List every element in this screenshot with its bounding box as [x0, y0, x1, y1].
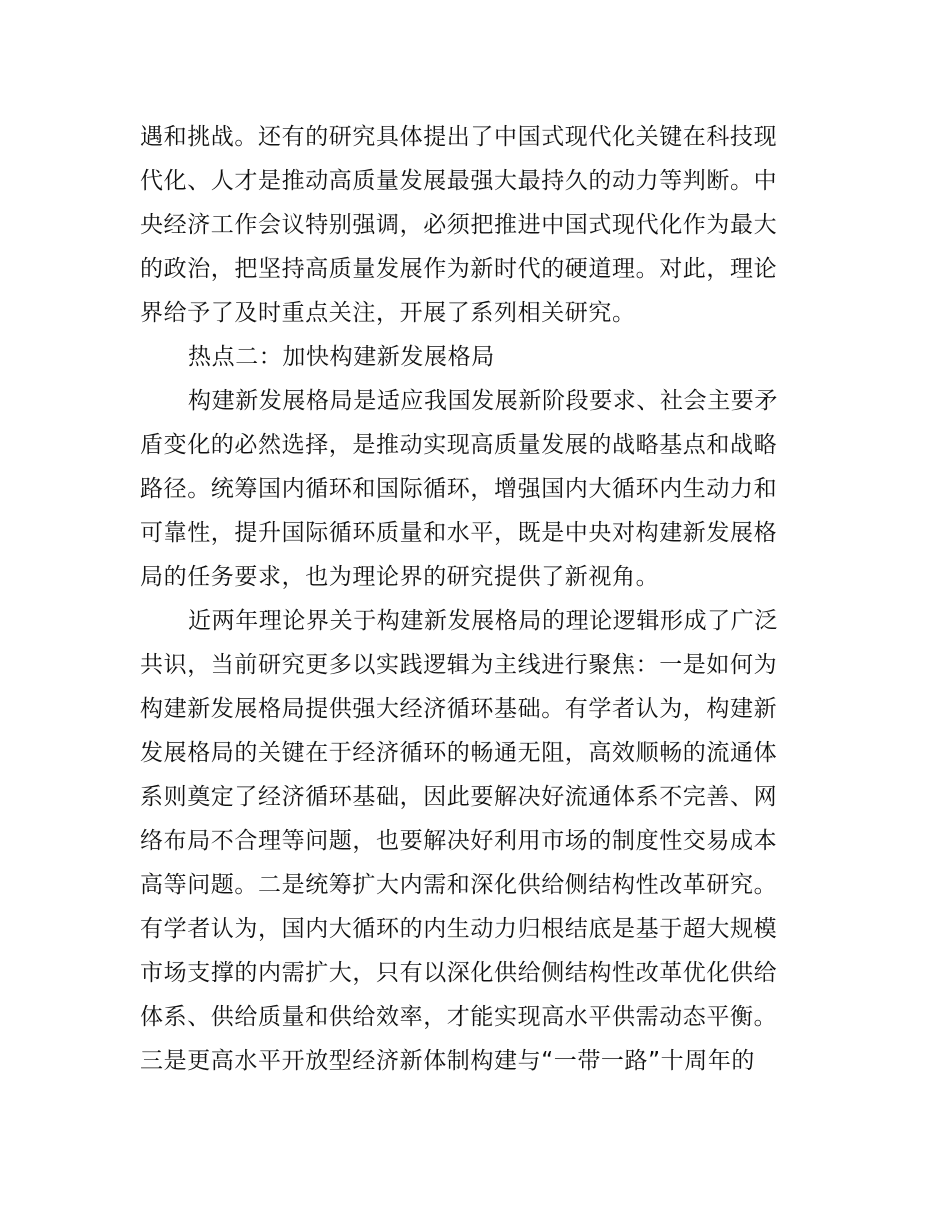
text-line: 有学者认为，国内大循环的内生动力归根结底是基于超大规模: [140, 916, 778, 942]
body-text: [140, 115, 815, 1083]
text-line: 局的任务要求，也为理论界的研究提供了新视角。: [140, 564, 660, 590]
text-line: 高等问题。二是统筹扩大内需和深化供给侧结构性改革研究。: [140, 872, 778, 898]
text-line: 三是更高水平开放型经济新体制构建与“一带一路”十周年的: [140, 1048, 756, 1074]
text-line: 盾变化的必然选择，是推动实现高质量发展的战略基点和战略: [140, 432, 778, 458]
text-line: 遇和挑战。还有的研究具体提出了中国式现代化关键在科技现: [140, 124, 778, 150]
paragraph-start-line: 近两年理论界关于构建新发展格局的理论逻辑形成了广泛: [188, 608, 778, 634]
text-line: 体系、供给质量和供给效率，才能实现高水平供需动态平衡。: [140, 1004, 778, 1030]
text-line: 共识，当前研究更多以实践逻辑为主线进行聚焦：一是如何为: [140, 652, 778, 678]
text-line: 代化、人才是推动高质量发展最强大最持久的动力等判断。中: [140, 168, 778, 194]
text-line: 路径。统筹国内循环和国际循环，增强国内大循环内生动力和: [140, 476, 778, 502]
text-line: 可靠性，提升国际循环质量和水平，既是中央对构建新发展格: [140, 520, 778, 546]
text-line: 的政治，把坚持高质量发展作为新时代的硬道理。对此，理论: [140, 256, 778, 282]
paragraph-start-line: 构建新发展格局是适应我国发展新阶段要求、社会主要矛: [188, 388, 778, 414]
text-line: 络布局不合理等问题，也要解决好利用市场的制度性交易成本: [140, 828, 778, 854]
text-line: 央经济工作会议特别强调，必须把推进中国式现代化作为最大: [140, 212, 778, 238]
text-line: 界给予了及时重点关注，开展了系列相关研究。: [140, 300, 636, 326]
text-line: 市场支撑的内需扩大，只有以深化供给侧结构性改革优化供给: [140, 960, 778, 986]
text-line: 构建新发展格局提供强大经济循环基础。有学者认为，构建新: [140, 696, 778, 722]
paragraph-start-line: 热点二：加快构建新发展格局: [188, 344, 495, 370]
text-line: 发展格局的关键在于经济循环的畅通无阻，高效顺畅的流通体: [140, 740, 778, 766]
text-line: 系则奠定了经济循环基础，因此要解决好流通体系不完善、网: [140, 784, 778, 810]
